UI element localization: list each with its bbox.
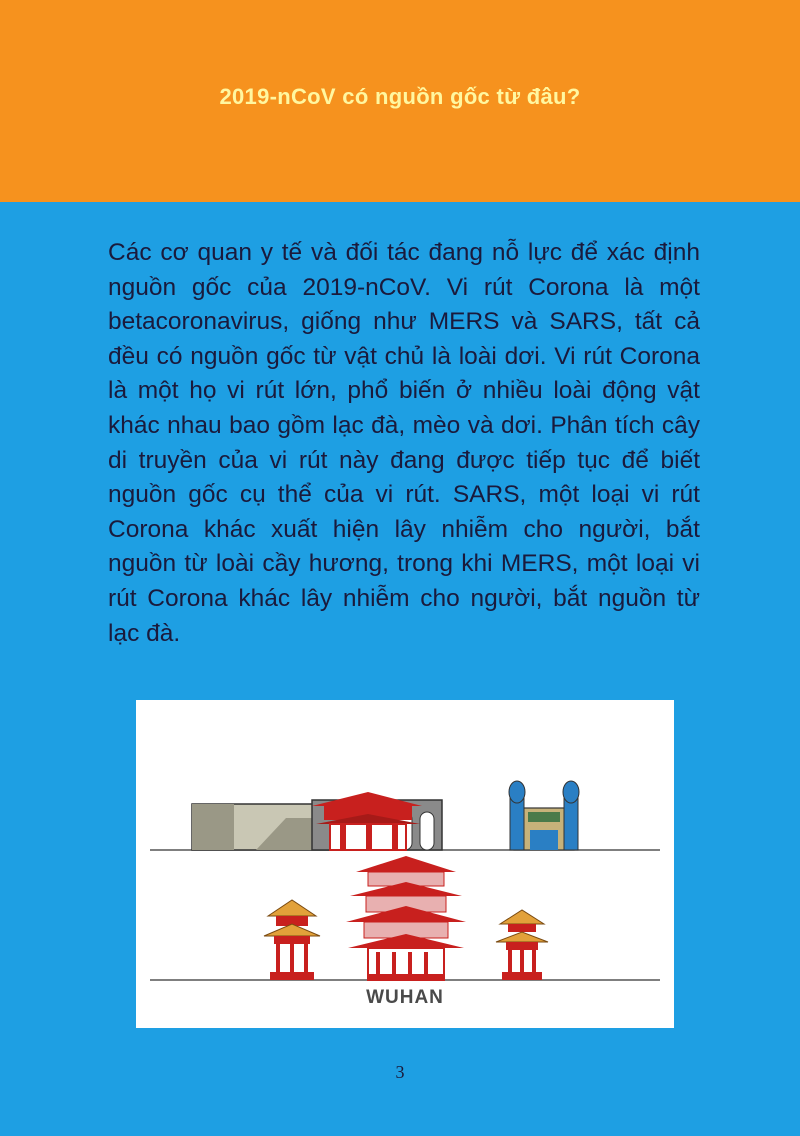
wuhan-illustration <box>136 700 674 1028</box>
illustration-caption: WUHAN <box>366 987 444 1008</box>
page-title: 2019-nCoV có nguồn gốc từ đâu? <box>219 84 581 109</box>
page-number: 3 <box>395 1062 405 1082</box>
left-pagoda <box>264 900 320 980</box>
header-banner <box>0 0 800 202</box>
right-pagoda <box>496 910 548 980</box>
body-paragraph: Các cơ quan y tế và đối tác đang nỗ lực để xác định nguồn gốc của 2019-nCoV. Vi rút Corona là một betacoronavirus, giống như MERS và SARS, tất cả đều có nguồn gốc từ vật chủ là loài dơi. Vi rút Corona là một họ vi rút lớn, phổ biến ở nhiều loài động vật khác nhau bao gồm lạc đà, mèo và dơi. Phân tích cây di truyền của vi rút này đang được tiếp tục để biết nguồn gốc cụ thể của vi rút. SARS, một loại vi rút Corona khác xuất hiện lây nhiễm cho người, bắt nguồn từ loài cầy hương, trong khi MERS, một loại vi rút Corona khác lây nhiễm cho người, bắt nguồn từ lạc đà. <box>108 239 700 647</box>
wuhan-skyline-graphic <box>136 700 674 1028</box>
yellow-crane-tower <box>346 856 466 980</box>
church-building <box>509 781 579 850</box>
